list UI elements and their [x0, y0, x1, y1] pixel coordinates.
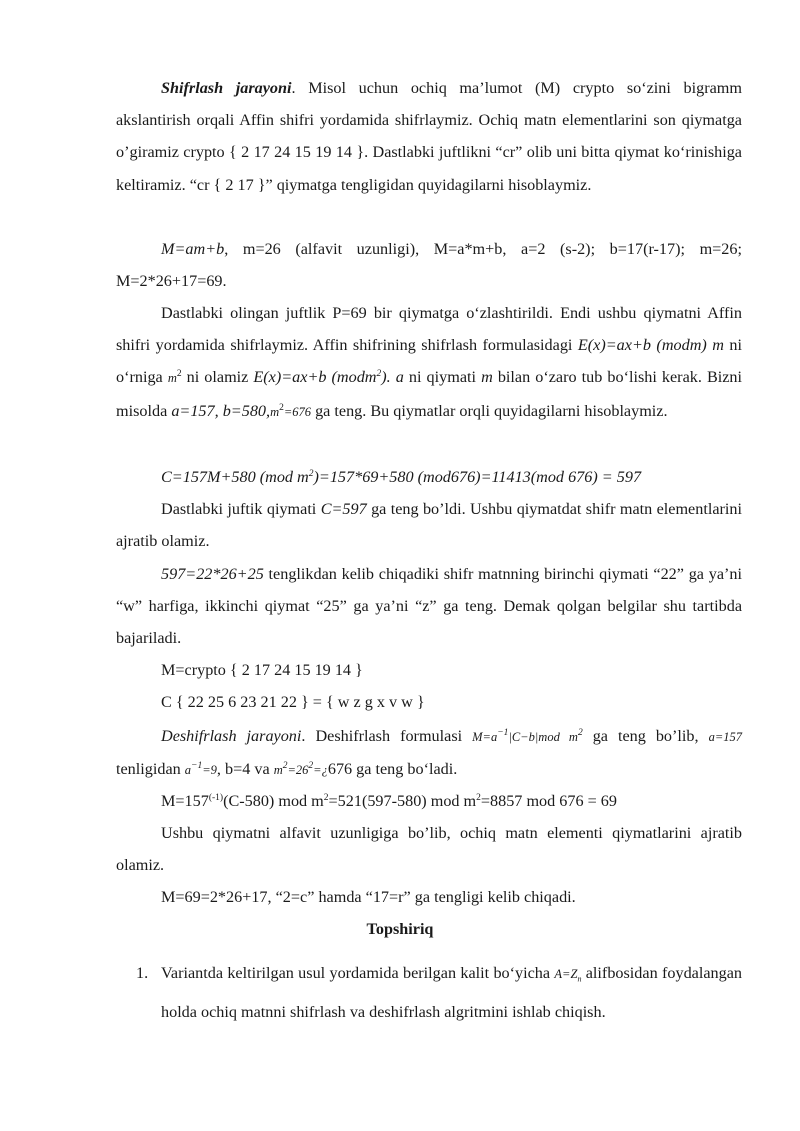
- text: Dastlabki juftik qiymati: [161, 500, 321, 518]
- paragraph-text: , m=26 (alfavit uzunligi), M=a*m+b, a=2 (s-2); b=17(r-17); m=26; M=2*26+17=69.: [116, 240, 742, 291]
- text: ni olamiz: [181, 368, 254, 387]
- variable-m: m: [481, 368, 493, 387]
- formula-m-squared: [274, 763, 328, 777]
- text: )=157*69+580 (mod676)=11413(mod 676) = 597: [313, 468, 642, 486]
- exponent: 2: [176, 369, 182, 380]
- text: M=a: [472, 730, 498, 744]
- text: ga teng bo’lib,: [582, 727, 709, 745]
- formula-m: M=am+b: [161, 240, 225, 258]
- paragraph-text: . Misol uchun ochiq ma’lumot (M) crypto so‘zini bigramm akslantirish orqali Affin shifri yordamida shifrlaymiz. Ochiq matn elementlarini son qiymatga o’giramiz crypto { 2 17 24 15 19 14 }. Dastlabki juftlikni “cr” olib uni bitta qiymat ko‘rinishiga keltiramiz. “cr { 2 17 }” qiymatga tengligidan quyidagilarni hisoblaymiz.: [116, 79, 742, 194]
- text: ni qiymati: [403, 368, 482, 387]
- formula-a-inverse: [185, 763, 217, 777]
- paragraph-formula-m: [116, 233, 742, 297]
- text: (C-580) mod m: [223, 792, 324, 810]
- exponent: 2: [279, 402, 284, 413]
- formula-affine-mod: E(x)=ax+b (modm: [253, 368, 377, 387]
- text: Variantda keltirilgan usul yordamida berilgan kalit bo‘yicha: [161, 964, 555, 982]
- text: ni o‘rniga: [116, 336, 742, 387]
- paragraph-decryption: [116, 720, 742, 786]
- formula-c-line: [161, 461, 641, 493]
- text: =26: [287, 763, 309, 778]
- exponent: 2: [577, 728, 583, 738]
- text: tenligidan: [116, 760, 185, 779]
- text: ga teng. Bu qiymatlar orqli quyidagilarni hisoblaymiz.: [311, 401, 668, 420]
- paragraph-affine: [116, 297, 742, 428]
- text: A=Z: [554, 967, 578, 981]
- section-title-encryption: Shifrlash jarayoni: [161, 79, 292, 97]
- formula-affine: E(x)=ax+b (modm) m: [577, 336, 724, 355]
- text: C=157M+580 (mod m: [161, 468, 309, 486]
- text: Dastlabki olingan juftlik P=69 bir qiymatga o‘zlashtirildi. Endi ushbu qiymatni Affin shifri yordamida shifrlaymiz. Affin shifrining shifrlash formulasidagi: [116, 304, 742, 355]
- formula-decryption: [472, 730, 583, 744]
- text: bilan o‘zaro tub bo‘lishi kerak. Bizni misolda: [116, 368, 743, 420]
- text: tenglikdan kelib chiqadiki shifr matnning birinchi qiymati “22” ga ya’ni “w” harfiga, ikkinchi qiymat “25” ga ya’ni “z” ga teng. Demak qolgan belgilar shu tartibda bajariladi.: [116, 565, 742, 648]
- subscript: n: [577, 974, 582, 984]
- formula-c: C=597: [320, 500, 367, 518]
- paragraph-division: [116, 558, 742, 655]
- text: =¿: [313, 763, 328, 778]
- formula-m2: m: [167, 371, 177, 386]
- text: |C−b|mod m: [508, 730, 578, 744]
- text: =521(597-580) mod m: [328, 792, 477, 810]
- exponent: (-1): [208, 793, 224, 803]
- text: a: [184, 763, 192, 778]
- section-title-decryption: Deshifrlash jarayoni: [161, 727, 302, 745]
- formula-end: ). a: [381, 368, 404, 387]
- text: m: [273, 763, 283, 778]
- heading-task: Topshiriq: [366, 920, 434, 938]
- formula-division: 597=22*26+25: [161, 565, 264, 583]
- paragraph-c-value: [116, 493, 742, 557]
- exponent: 2: [476, 793, 481, 803]
- exponent: −1: [497, 728, 509, 738]
- plaintext-line: M=crypto { 2 17 24 15 19 14 }: [161, 661, 363, 679]
- exponent: 2: [308, 761, 314, 772]
- ciphertext-line: C { 22 25 6 23 21 22 } = { w z g x v w }: [161, 693, 425, 711]
- formula-values: a=157, b=580,: [171, 401, 271, 420]
- formula-m2: m: [270, 404, 280, 419]
- text: =9: [202, 763, 217, 778]
- list-item-text: [161, 957, 742, 1028]
- exponent: 2: [323, 793, 329, 803]
- text: =8857 mod 676 = 69: [480, 792, 617, 810]
- paragraph-result: Ushbu qiymatni alfavit uzunligiga bo’lib, ochiq matn elementi qiymatlarini ajratib olamiz.: [116, 824, 742, 875]
- text: 676 ga teng bo‘ladi.: [327, 760, 458, 779]
- text: , b=4 va: [216, 760, 274, 779]
- final-result-line: M=69=2*26+17, “2=c” hamda “17=r” ga tengligi kelib chiqadi.: [161, 888, 576, 906]
- formula-676: =676: [283, 404, 312, 419]
- text: . Deshifrlash formulasi: [301, 727, 473, 745]
- formula-a: a=157: [708, 730, 742, 744]
- exponent: −1: [191, 761, 203, 772]
- exponent: 2: [308, 469, 314, 479]
- exponent: 2: [282, 761, 288, 772]
- decryption-calc-line: [161, 785, 617, 817]
- exponent: 2: [376, 369, 382, 380]
- formula-alphabet: [554, 967, 582, 984]
- paragraph-encryption-intro: [116, 72, 742, 201]
- text: M=157: [161, 792, 209, 810]
- text: alifbosidan foydalangan holda ochiq matnni shifrlash va deshifrlash algritmini ishlab chiqish.: [161, 964, 742, 1021]
- list-item-number: 1.: [136, 964, 149, 982]
- text: ga teng bo’ldi. Ushbu qiymatdat shifr matn elementlarini ajratib olamiz.: [116, 500, 742, 551]
